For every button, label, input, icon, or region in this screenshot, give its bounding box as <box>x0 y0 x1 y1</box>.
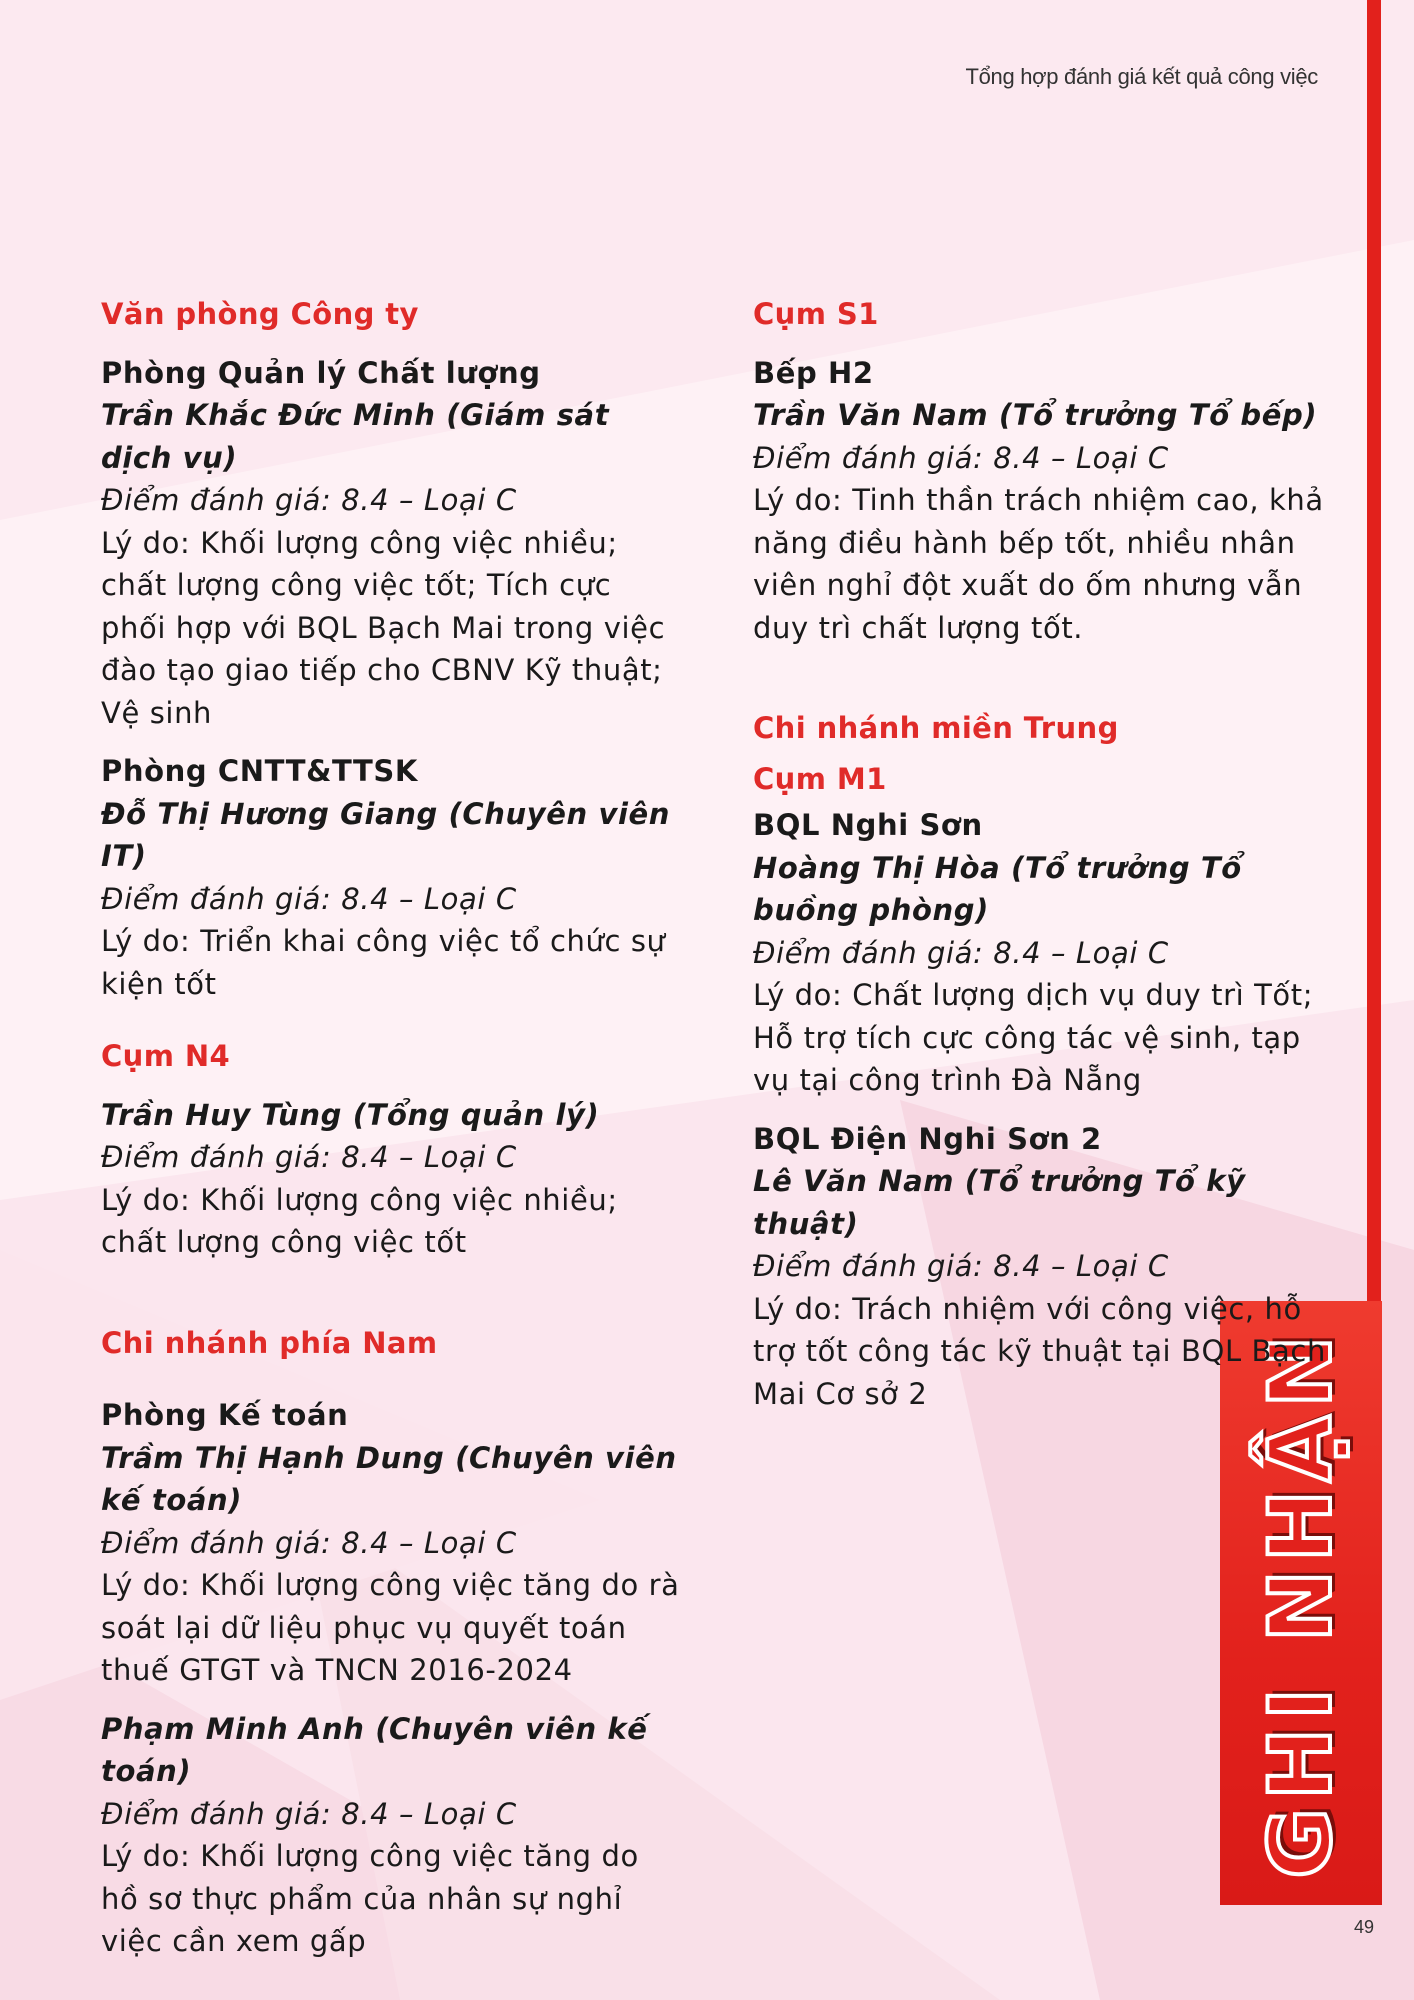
section-heading-s1: Cụm S1 <box>753 297 879 331</box>
section-heading-office: Văn phòng Công ty <box>101 297 419 331</box>
score-accounting-1: Điểm đánh giá: 8.4 – Loại C <box>101 1525 517 1560</box>
right-column <box>753 293 1333 1415</box>
person-qa: Trần Khắc Đức Minh (Giám sát dịch vụ) <box>101 398 610 475</box>
score-nghi-son: Điểm đánh giá: 8.4 – Loại C <box>753 935 1169 970</box>
unit-nghi-son-2: BQL Điện Nghi Sơn 2 <box>753 1121 1102 1156</box>
left-column <box>101 293 681 1963</box>
reason-accounting-2: Lý do: Khối lượng công việc tăng do hồ sơ thực phẩm của nhân sự nghỉ việc cần xem gấp <box>101 1839 639 1958</box>
reason-kitchen-h2: Lý do: Tinh thần trách nhiệm cao, khả năng điều hành bếp tốt, nhiều nhân viên nghỉ đột xuất do ốm nhưng vẫn duy trì chất lượng tốt. <box>753 483 1324 645</box>
person-accounting-1: Trầm Thị Hạnh Dung (Chuyên viên kế toán) <box>101 1440 677 1517</box>
person-nghi-son-2: Lê Văn Nam (Tổ trưởng Tổ kỹ thuật) <box>753 1164 1246 1241</box>
reason-n4: Lý do: Khối lượng công việc nhiều; chất lượng công việc tốt <box>101 1182 618 1259</box>
stamp-text: GHI NHẬN <box>1251 1327 1351 1879</box>
person-nghi-son: Hoàng Thị Hòa (Tổ trưởng Tổ buồng phòng) <box>753 850 1242 927</box>
score-qa: Điểm đánh giá: 8.4 – Loại C <box>101 483 517 517</box>
person-kitchen-h2: Trần Văn Nam (Tổ trưởng Tổ bếp) <box>753 398 1318 432</box>
person-it: Đỗ Thị Hương Giang (Chuyên viên IT) <box>101 796 671 873</box>
section-heading-n4: Cụm N4 <box>101 1039 231 1073</box>
document-header-title: Tổng hợp đánh giá kết quả công việc <box>965 64 1318 89</box>
section-heading-south: Chi nhánh phía Nam <box>101 1325 438 1360</box>
reason-nghi-son-2: Lý do: Trách nhiệm với công việc, hỗ trợ tốt công tác kỹ thuật tại BQL Bạch Mai Cơ sở 2 <box>753 1291 1326 1411</box>
page-number: 49 <box>1353 1917 1374 1937</box>
unit-kitchen-h2: Bếp H2 <box>753 355 874 390</box>
reason-it: Lý do: Triển khai công việc tổ chức sự kiện tốt <box>101 924 666 1001</box>
section-heading-central: Chi nhánh miền Trung <box>753 711 1119 745</box>
person-n4: Trần Huy Tùng (Tổng quản lý) <box>101 1097 600 1132</box>
score-kitchen-h2: Điểm đánh giá: 8.4 – Loại C <box>753 440 1169 475</box>
reason-nghi-son: Lý do: Chất lượng dịch vụ duy trì Tốt; Hỗ trợ tích cực công tác vệ sinh, tạp vụ tại công trình Đà Nẵng <box>753 978 1314 1097</box>
unit-accounting: Phòng Kế toán <box>101 1398 349 1432</box>
person-accounting-2: Phạm Minh Anh (Chuyên viên kế toán) <box>101 1711 648 1788</box>
unit-it: Phòng CNTT&TTSK <box>101 754 418 788</box>
unit-nghi-son: BQL Nghi Sơn <box>753 808 983 842</box>
section-heading-m1: Cụm M1 <box>753 761 887 796</box>
unit-qa: Phòng Quản lý Chất lượng <box>101 355 541 390</box>
reason-qa: Lý do: Khối lượng công việc nhiều; chất lượng công việc tốt; Tích cực phối hợp với BQL Bạch Mai trong việc đào tạo giao tiếp cho CBNV Kỹ thuật; Vệ sinh <box>101 525 666 730</box>
score-nghi-son-2: Điểm đánh giá: 8.4 – Loại C <box>753 1249 1169 1283</box>
score-it: Điểm đánh giá: 8.4 – Loại C <box>101 881 517 916</box>
score-n4: Điểm đánh giá: 8.4 – Loại C <box>101 1140 517 1174</box>
reason-accounting-1: Lý do: Khối lượng công việc tăng do rà soát lại dữ liệu phục vụ quyết toán thuế GTGT và TNCN 2016-2024 <box>101 1568 680 1687</box>
score-accounting-2: Điểm đánh giá: 8.4 – Loại C <box>101 1796 517 1831</box>
